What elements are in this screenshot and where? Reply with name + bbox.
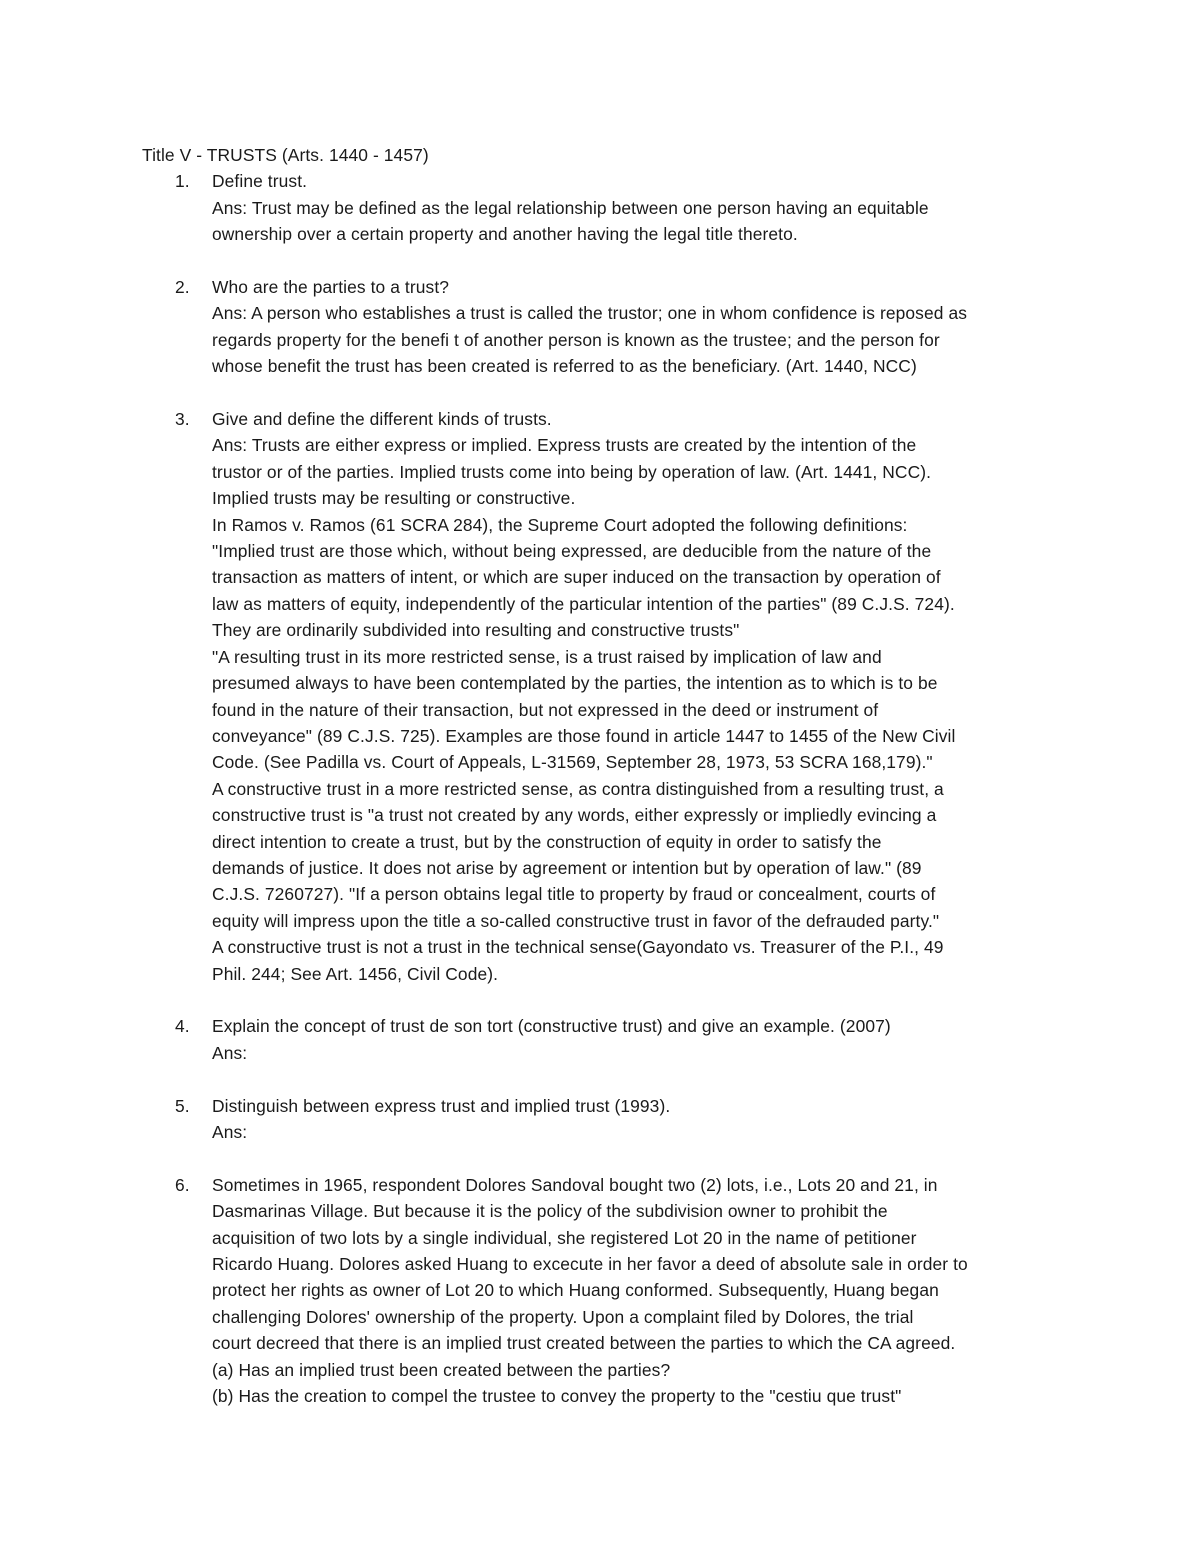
answer-text-line: equity will impress upon the title a so-called constructive trust in favor of the defrauded party." [212,910,940,931]
answer-text-line: Ans: [212,1121,248,1142]
answer-text-line: "Implied trust are those which, without being expressed, are deducible from the nature of the [212,541,932,562]
question-item [142,274,1077,380]
answer-text-line: challenging Dolores' ownership of the property. Upon a complaint filed by Dolores, the trial [212,1306,914,1327]
answer-text-line: acquisition of two lots by a single individual, she registered Lot 20 in the name of petitioner [212,1227,917,1248]
answer-text-line: presumed always to have been contemplated by the parties, the intention as to which is to be [212,673,938,694]
answer-text-line: regards property for the benefi t of another person is known as the trustee; and the person for [212,329,940,350]
answer-text-line: Ans: A person who establishes a trust is called the trustor; one in whom confidence is reposed as [212,303,968,324]
question-item [142,168,1077,247]
answer-text-line: law as matters of equity, independently of the particular intention of the parties" (89 C.J.S. 724). [212,593,955,614]
question-number: 1. [175,171,190,192]
question-number: 3. [175,409,190,430]
question-number: 6. [175,1174,190,1195]
answer-text-line: "A resulting trust in its more restricted sense, is a trust raised by implication of law and [212,646,882,667]
question-number: 5. [175,1095,190,1116]
answer-text-line: found in the nature of their transaction, but not expressed in the deed or instrument of [212,699,879,720]
answer-text-line: They are ordinarily subdivided into resulting and constructive trusts" [212,620,740,641]
answer-text-line: Ricardo Huang. Dolores asked Huang to excecute in her favor a deed of absolute sale in order to [212,1253,968,1274]
question-item [142,1093,1077,1146]
question-item [142,1172,1077,1410]
answer-text-line: Code. (See Padilla vs. Court of Appeals, L-31569, September 28, 1973, 53 SCRA 168,179)." [212,752,933,773]
answer-text-line: A constructive trust is not a trust in the technical sense(Gayondato vs. Treasurer of the P.I., 49 [212,937,944,958]
answer-text-line: (a) Has an implied trust been created between the parties? [212,1359,671,1380]
answer-text-line: (b) Has the creation to compel the trustee to convey the property to the "cestiu que trust" [212,1386,902,1407]
question-text: Give and define the different kinds of trusts. [212,409,552,430]
question-text: Distinguish between express trust and implied trust (1993). [212,1095,671,1116]
answer-text-line: whose benefit the trust has been created is referred to as the beneficiary. (Art. 1440, NCC) [212,356,917,377]
answer-text-line: protect her rights as owner of Lot 20 to which Huang conformed. Subsequently, Huang began [212,1280,939,1301]
answer-text-line: ownership over a certain property and another having the legal title thereto. [212,224,798,245]
answer-text-line: In Ramos v. Ramos (61 SCRA 284), the Supreme Court adopted the following definitions: [212,514,908,535]
answer-text-line: Ans: Trust may be defined as the legal relationship between one person having an equitable [212,197,929,218]
document-title: Title V - TRUSTS (Arts. 1440 - 1457) [142,145,429,165]
document-content [142,142,1077,1409]
answer-text-line: C.J.S. 7260727). "If a person obtains legal title to property by fraud or concealment, courts of [212,884,936,905]
question-number: 4. [175,1016,190,1037]
question-item [142,406,1077,987]
question-text: Sometimes in 1965, respondent Dolores Sandoval bought two (2) lots, i.e., Lots 20 and 21, in [212,1174,938,1195]
answer-text-line: Phil. 244; See Art. 1456, Civil Code). [212,963,499,984]
question-text: Define trust. [212,171,308,192]
answer-text-line: Ans: Trusts are either express or implied. Express trusts are created by the intention of the [212,435,917,456]
question-list [142,168,1077,1409]
answer-text-line: conveyance" (89 C.J.S. 725). Examples are those found in article 1447 to 1455 of the New Civil [212,725,956,746]
answer-text-line: A constructive trust in a more restricted sense, as contra distinguished from a resulting trust, a [212,778,944,799]
answer-text-line: transaction as matters of intent, or which are super induced on the transaction by operation of [212,567,941,588]
answer-text-line: court decreed that there is an implied trust created between the parties to which the CA agreed. [212,1333,956,1354]
answer-text-line: Dasmarinas Village. But because it is the policy of the subdivision owner to prohibit the [212,1201,888,1222]
answer-text-line: trustor or of the parties. Implied trusts come into being by operation of law. (Art. 1441, NCC). [212,461,932,482]
question-text: Explain the concept of trust de son tort (constructive trust) and give an example. (2007) [212,1016,891,1037]
answer-text-line: direct intention to create a trust, but by the construction of equity in order to satisfy the [212,831,882,852]
question-item [142,1013,1077,1066]
answer-text-line: Ans: [212,1042,248,1063]
answer-text-line: Implied trusts may be resulting or constructive. [212,488,576,509]
question-number: 2. [175,277,190,298]
answer-text-line: constructive trust is "a trust not created by any words, either expressly or impliedly evincing a [212,805,937,826]
answer-text-line: demands of justice. It does not arise by agreement or intention but by operation of law." (89 [212,857,922,878]
question-text: Who are the parties to a trust? [212,277,450,298]
